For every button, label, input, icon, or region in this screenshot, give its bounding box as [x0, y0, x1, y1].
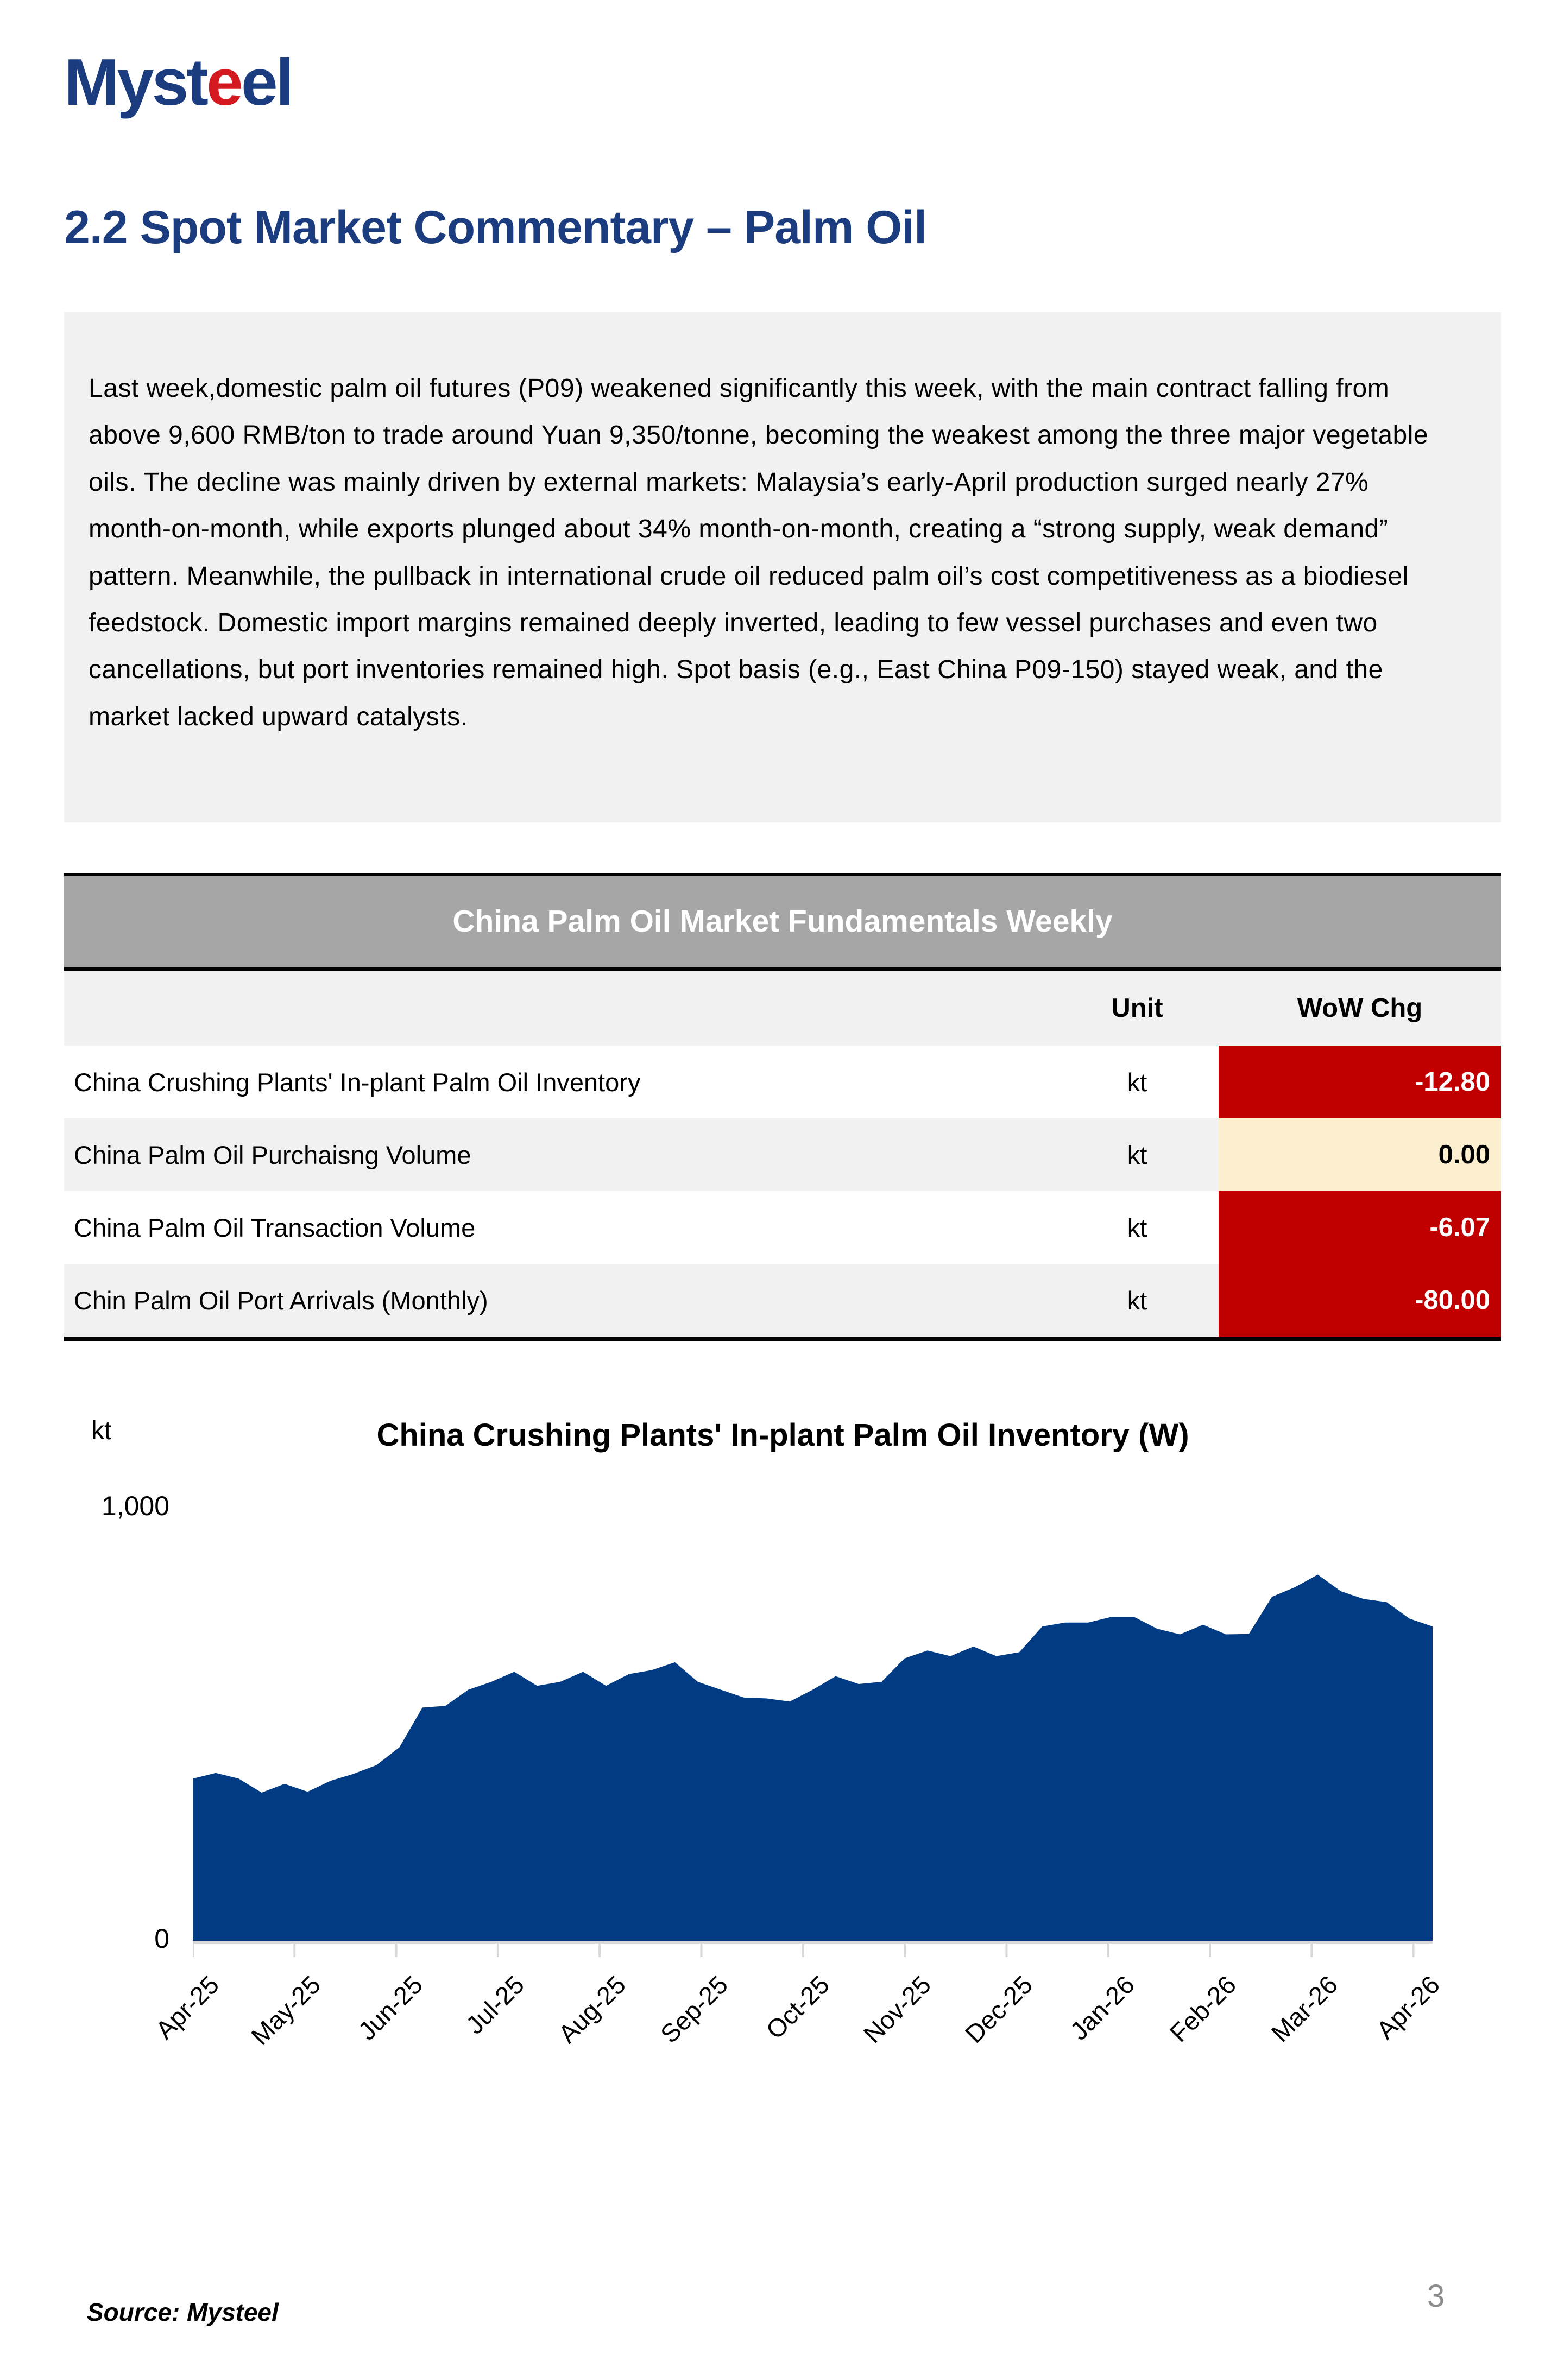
y-axis-label-max: 1,000 — [101, 1491, 169, 1521]
x-tick-label-apr-26: Apr-26 — [1370, 1970, 1445, 2044]
commentary-box — [64, 312, 1501, 822]
header-wow-cell: WoW Chg — [1297, 993, 1423, 1023]
row-wow-value: -6.07 — [1219, 1191, 1501, 1264]
fundamentals-table — [64, 873, 1501, 1341]
table-row — [64, 1046, 1501, 1118]
logo-text-suffix: el — [241, 45, 292, 119]
page-number: 3 — [1427, 2278, 1445, 2314]
x-tick-label-jun-25: Jun-25 — [352, 1970, 428, 2046]
table-row — [64, 1118, 1501, 1191]
section-heading: 2.2 Spot Market Commentary – Palm Oil — [64, 201, 926, 254]
chart-unit-label: kt — [91, 1416, 112, 1445]
header-unit-cell: Unit — [1111, 993, 1163, 1023]
x-tick-label-apr-25: Apr-25 — [149, 1970, 225, 2044]
commentary-paragraph: Last week,domestic palm oil futures (P09) weakened significantly this week, with the main contract falling from above 9,600 RMB/ton to trade around Yuan 9,350/tonne, becoming the weakest among the three major vegetable oils. The decline was mainly driven by external markets: Malaysia’s early-April production surged nearly 27% month-on-month, while exports plunged about 34% month-on-month, creating a “strong supply, weak demand” pattern. Meanwhile, the pullback in international crude oil reduced palm oil’s cost competitiveness as a biodiesel feedstock. Domestic import margins remained deeply inverted, leading to few vessel purchases and even two cancellations, but port inventories remained high. Spot basis (e.g., East China P09-150) stayed weak, and the market lacked upward catalysts. — [89, 374, 1429, 731]
row-unit: kt — [1127, 1067, 1147, 1097]
table-title: China Palm Oil Market Fundamentals Weekly — [64, 873, 1501, 971]
row-name: China Palm Oil Purchaisng Volume — [74, 1140, 471, 1169]
x-tick-label-dec-25: Dec-25 — [959, 1970, 1038, 2049]
logo-text-prefix: Myst — [64, 45, 206, 119]
x-tick-label-aug-25: Aug-25 — [552, 1970, 632, 2049]
y-axis-label-zero: 0 — [154, 1923, 169, 1954]
row-name: China Palm Oil Transaction Volume — [74, 1213, 476, 1242]
inventory-chart — [0, 1390, 1564, 2112]
inventory-area-chart-svg — [193, 1505, 1433, 1958]
x-tick-label-jul-25: Jul-25 — [460, 1970, 530, 2040]
table-header-row — [64, 971, 1501, 1046]
mysteel-logo — [64, 42, 292, 122]
table-row — [64, 1264, 1501, 1337]
x-axis-line — [193, 1941, 1433, 1944]
x-tick-label-jan-26: Jan-26 — [1064, 1970, 1140, 2046]
table-row — [64, 1191, 1501, 1264]
table-bottom-border — [64, 1337, 1501, 1341]
header-name-cell — [64, 971, 1056, 1046]
row-wow-value: -12.80 — [1219, 1046, 1501, 1118]
logo-accent-letter: e — [206, 45, 241, 119]
x-tick-label-sep-25: Sep-25 — [654, 1970, 733, 2049]
row-unit: kt — [1127, 1286, 1147, 1315]
row-wow-value: 0.00 — [1219, 1118, 1501, 1191]
fundamentals-table-body — [64, 1046, 1501, 1337]
row-unit: kt — [1127, 1213, 1147, 1242]
row-name: China Crushing Plants' In-plant Palm Oil Inventory — [74, 1067, 641, 1097]
x-tick-label-may-25: May-25 — [245, 1970, 326, 2051]
chart-title: China Crushing Plants' In-plant Palm Oil Inventory (W) — [376, 1417, 1189, 1453]
row-unit: kt — [1127, 1140, 1147, 1169]
x-tick-label-nov-25: Nov-25 — [857, 1970, 937, 2049]
row-name: Chin Palm Oil Port Arrivals (Monthly) — [74, 1286, 488, 1315]
row-wow-value: -80.00 — [1219, 1264, 1501, 1337]
x-tick-label-feb-26: Feb-26 — [1164, 1970, 1242, 2048]
x-tick-label-mar-26: Mar-26 — [1265, 1970, 1344, 2048]
x-tick-label-oct-25: Oct-25 — [760, 1970, 835, 2044]
source-note: Source: Mysteel — [87, 2298, 279, 2326]
inventory-area-series — [193, 1575, 1433, 1941]
